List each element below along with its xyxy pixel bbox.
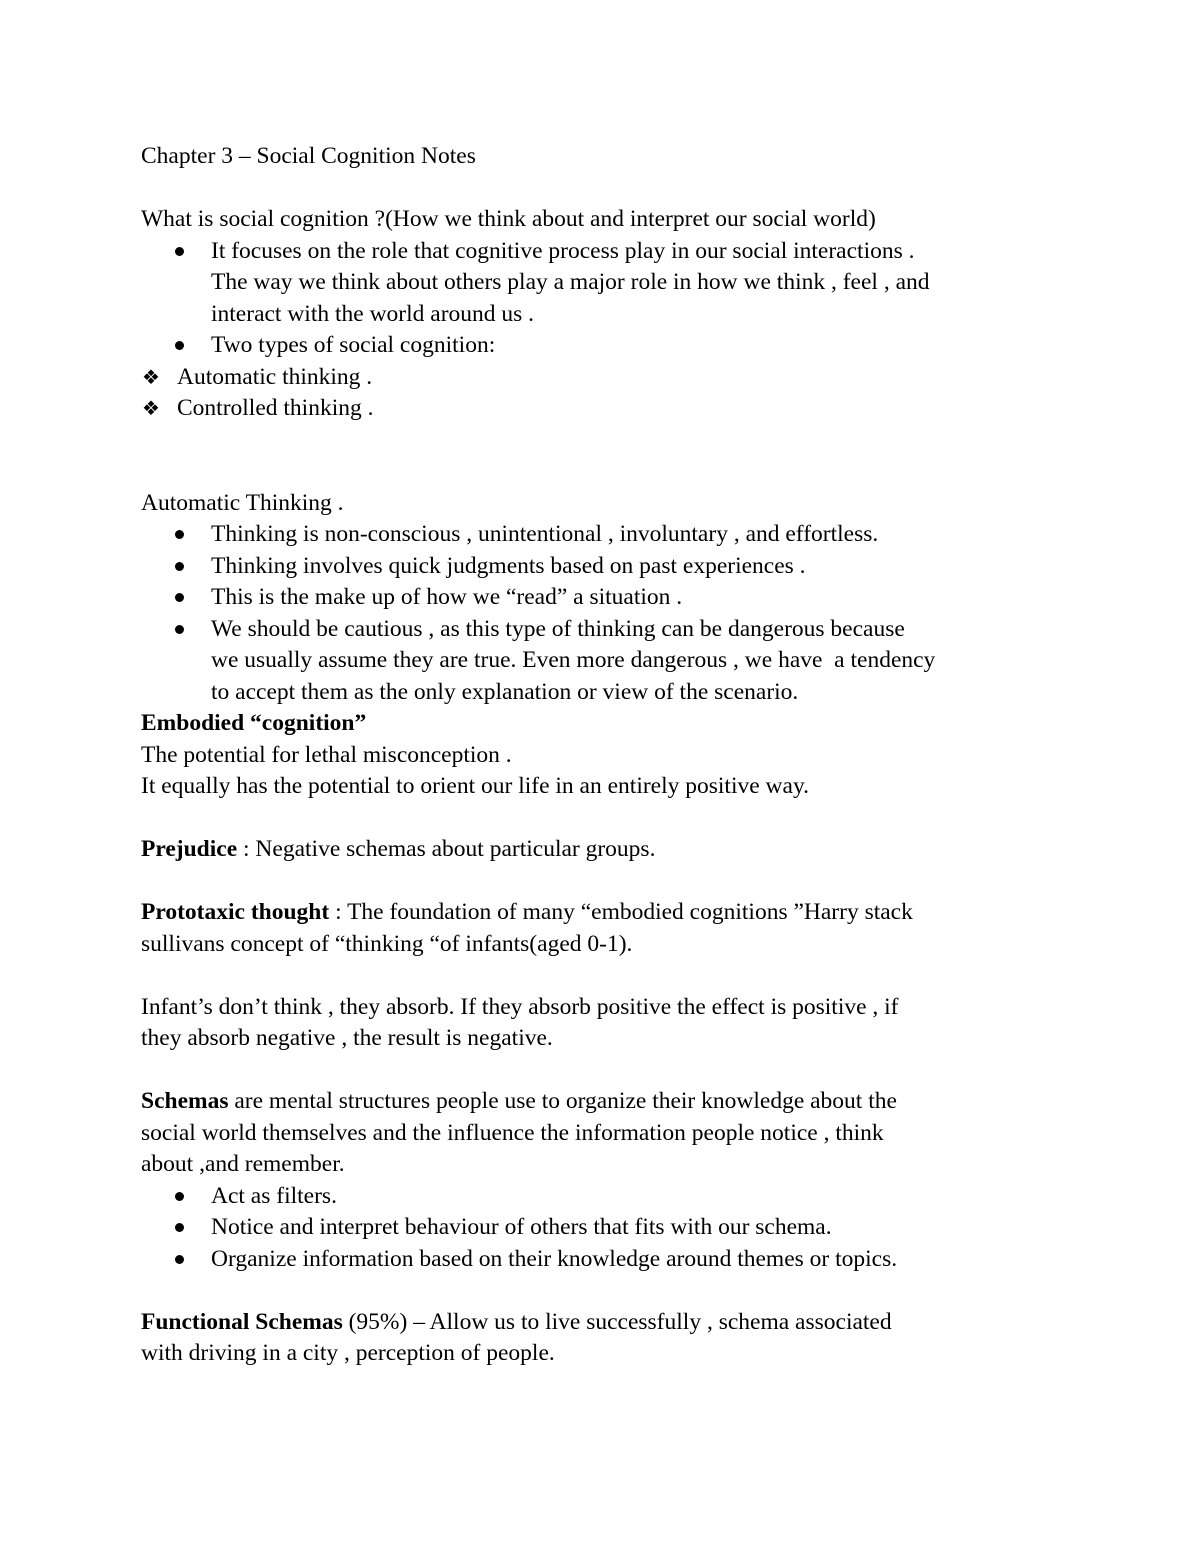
list-item-line: It focuses on the role that cognitive process play in our social interactions . — [211, 237, 915, 264]
bullet-icon — [175, 341, 184, 350]
prototaxic-term: Prototaxic thought — [141, 899, 330, 925]
functional-schemas-definition — [141, 1307, 1071, 1339]
spacer — [141, 803, 1071, 835]
list-item-line: Organize information based on their knowledge around themes or topics. — [211, 1245, 898, 1272]
list-item-line: to accept them as the only explanation or view of the scenario. — [211, 678, 799, 705]
list-item-label: Controlled thinking . — [177, 395, 374, 421]
bullet-icon — [175, 625, 184, 634]
list-item — [141, 519, 1071, 551]
list-item-line: we usually assume they are true. Even more dangerous , we have a tendency — [211, 647, 936, 673]
functional-schemas-term: Functional Schemas — [141, 1308, 343, 1335]
list-item-line: Two types of social cognition: — [211, 332, 496, 358]
prototaxic-definition — [141, 897, 1071, 929]
spacer — [141, 173, 1071, 205]
spacer — [141, 425, 1071, 488]
prejudice-text: : Negative schemas about particular groups. — [237, 836, 656, 862]
document-body — [141, 141, 1071, 1370]
bullet-icon — [175, 1255, 184, 1264]
bullet-icon — [175, 593, 184, 602]
page-title: Chapter 3 – Social Cognition Notes — [141, 143, 476, 169]
section-heading-automatic: Automatic Thinking . — [141, 489, 344, 516]
list-item-line: The way we think about others play a major role in how we think , feel , and — [211, 269, 930, 295]
prejudice-term: Prejudice — [141, 836, 238, 862]
paragraph-line: social world themselves and the influence the information people notice , think — [141, 1119, 884, 1146]
schemas-bullet-list — [141, 1181, 1071, 1276]
intro-question: What is social cognition ?(How we think about and interpret our social world) — [141, 206, 876, 232]
paragraph-line: It equally has the potential to orient our life in an entirely positive way. — [141, 773, 810, 799]
list-item-label: Automatic thinking . — [177, 363, 373, 390]
list-item — [141, 362, 1071, 394]
list-item — [141, 614, 1071, 709]
section-heading-embodied — [141, 708, 1071, 740]
schemas-definition — [141, 1086, 1071, 1118]
intro-bullet-list — [141, 236, 1071, 362]
paragraph-line: about ,and remember. — [141, 1151, 345, 1177]
bullet-icon — [175, 562, 184, 571]
list-item — [141, 236, 1071, 331]
spacer — [141, 1275, 1071, 1307]
list-item-line: Act as filters. — [211, 1182, 337, 1209]
embodied-term: Embodied “cognition” — [141, 710, 367, 736]
spacer — [141, 866, 1071, 898]
automatic-bullet-list — [141, 519, 1071, 708]
list-item — [141, 582, 1071, 614]
list-item-line: We should be cautious , as this type of thinking can be dangerous because — [211, 615, 905, 642]
spacer — [141, 1055, 1071, 1087]
bullet-icon — [175, 1192, 184, 1201]
bullet-icon — [175, 1223, 184, 1232]
functional-schemas-percent: (95%) — [342, 1308, 408, 1335]
list-item-line: Notice and interpret behaviour of others that fits with our schema. — [211, 1214, 832, 1240]
list-item — [141, 393, 1071, 425]
list-item-line: Thinking involves quick judgments based on past experiences . — [211, 552, 806, 579]
paragraph-line: they absorb negative , the result is negative. — [141, 1025, 553, 1051]
diamond-bullet-icon: ❖ — [142, 396, 160, 420]
list-item — [141, 1244, 1071, 1276]
schemas-term: Schemas — [141, 1088, 229, 1114]
paragraph-line: sullivans concept of “thinking “of infants(aged 0-1). — [141, 930, 633, 957]
list-item-line: interact with the world around us . — [211, 300, 535, 327]
schemas-text: are mental structures people use to organize their knowledge about the — [228, 1088, 897, 1114]
list-item — [141, 551, 1071, 583]
diamond-bullet-icon: ❖ — [142, 364, 160, 389]
list-item-line: This is the make up of how we “read” a situation . — [211, 584, 683, 610]
paragraph-line: The potential for lethal misconception . — [141, 741, 512, 768]
paragraph-line: Infant’s don’t think , they absorb. If they absorb positive the effect is positive , if — [141, 993, 899, 1020]
cognition-types-list — [141, 362, 1071, 425]
bullet-icon — [175, 247, 184, 256]
prototaxic-text: : The foundation of many “embodied cognitions ”Harry stack — [329, 899, 913, 925]
spacer — [141, 960, 1071, 992]
functional-schemas-text: – Allow us to live successfully , schema associated — [407, 1308, 892, 1335]
list-item — [141, 1212, 1071, 1244]
list-item-line: Thinking is non-conscious , unintentional , involuntary , and effortless. — [211, 521, 879, 547]
list-item — [141, 1181, 1071, 1213]
bullet-icon — [175, 530, 184, 539]
list-item — [141, 330, 1071, 362]
paragraph-line: with driving in a city , perception of people. — [141, 1340, 555, 1366]
prejudice-definition — [141, 834, 1071, 866]
